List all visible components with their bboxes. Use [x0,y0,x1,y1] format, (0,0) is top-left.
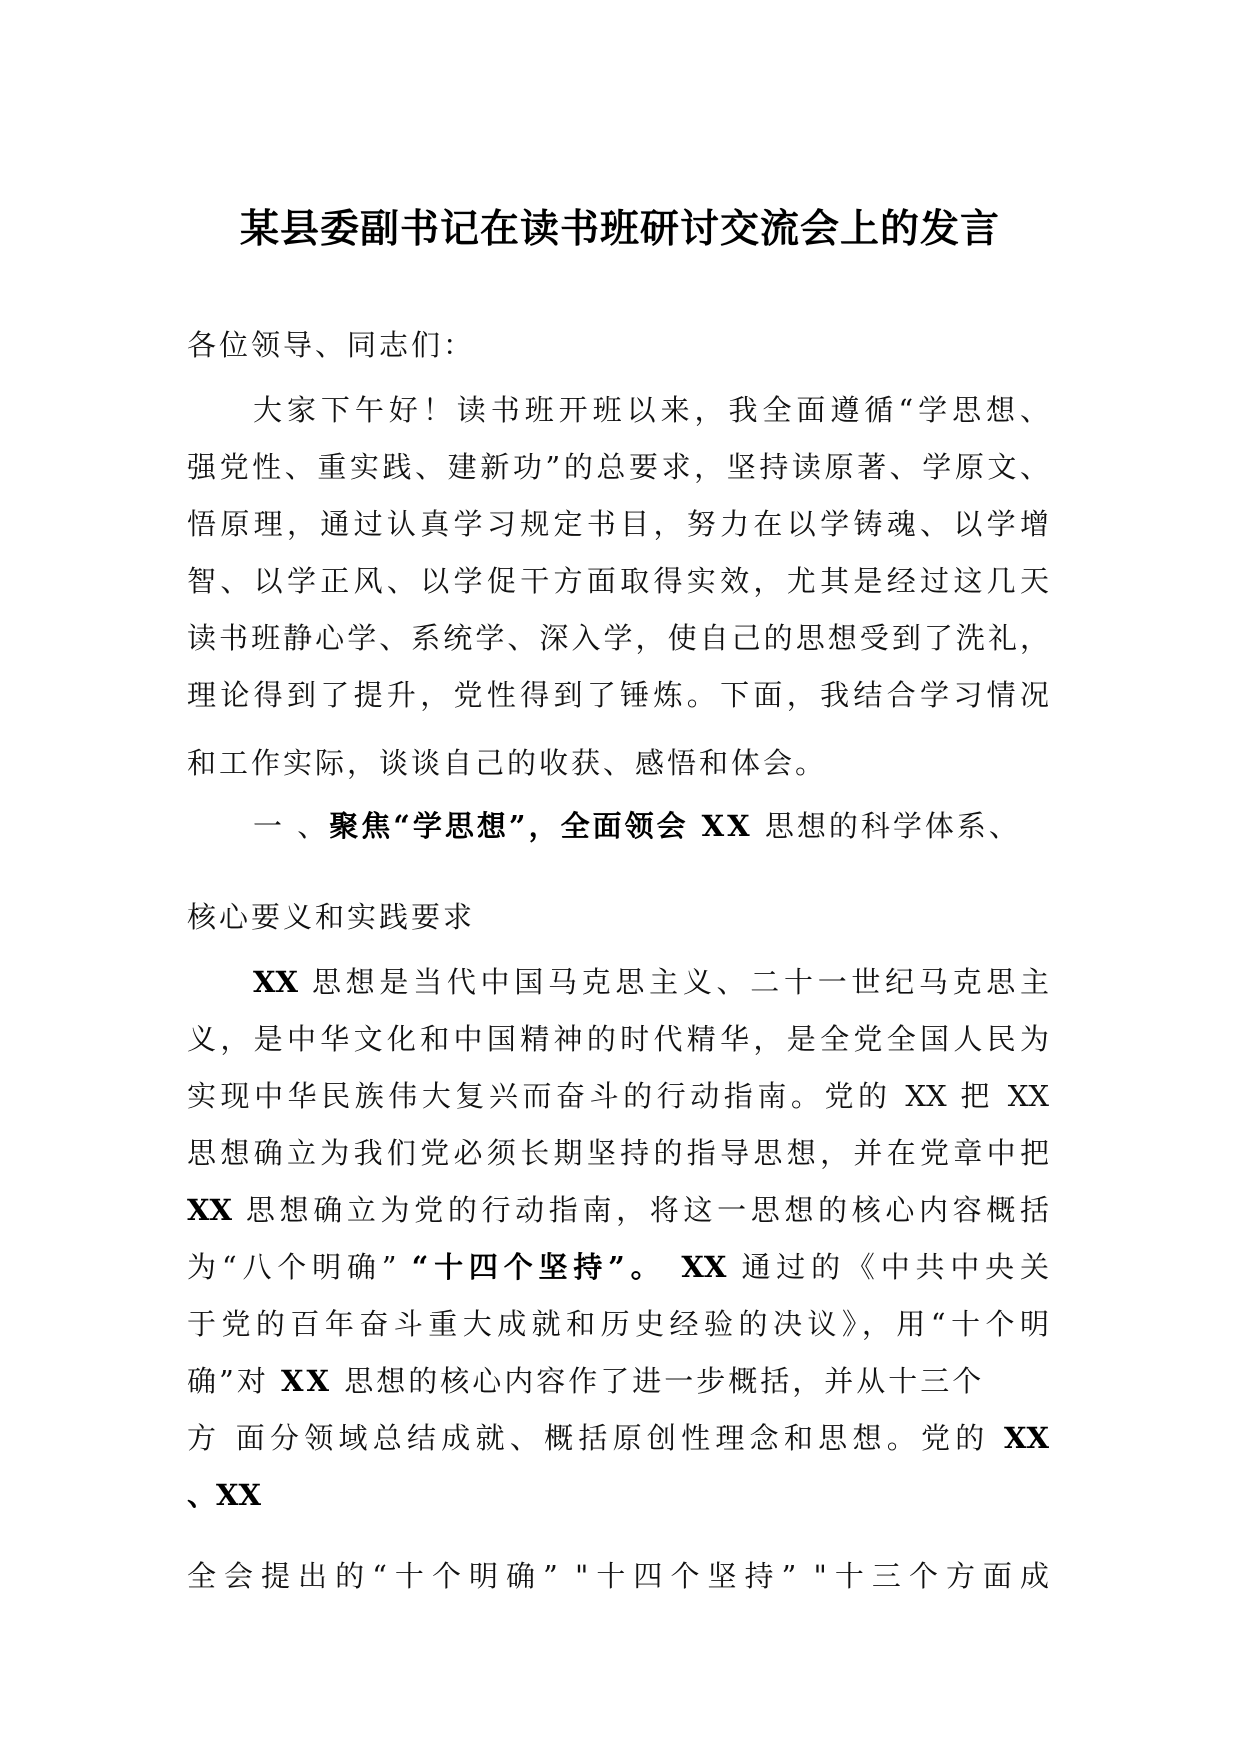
bold-text: XX [253,965,299,999]
paragraph-line: 实现中华民族伟大复兴而奋斗的行动指南。党的 XX 把 XX [187,1079,1049,1113]
paragraph-line [187,1190,1049,1230]
paragraph-line: 理论得到了提升，党性得到了锤炼。下面，我结合学习情况 [187,678,1049,712]
section-heading [253,806,1049,846]
bold-text: 、XX [187,1478,262,1512]
paragraph-line: 读书班静心学、系统学、深入学，使自己的思想受到了洗礼， [187,621,1049,655]
paragraph-line [187,1361,1049,1401]
paragraph-line: 义，是中华文化和中国精神的时代精华，是全党全国人民为 [187,1022,1049,1056]
text: 思想确立为党的行动指南，将这一思想的核心内容概括 [232,1193,1049,1227]
text: 方 面分领域总结成就、概括原创性理念和思想。党的 [187,1421,1004,1455]
salutation: 各位领导、同志们： [187,328,476,362]
text: 思想是当代中国马克思主义、二十一世纪马克思主 [298,965,1049,999]
paragraph-line: 思想确立为我们党必须长期坚持的指导思想，并在党章中把 [187,1136,1049,1170]
paragraph-line: 强党性、重实践、建新功”的总要求，坚持读原著、学原文、 [187,450,1049,484]
paragraph-line [253,962,1049,1002]
paragraph-line [187,1475,1049,1515]
heading-bold-text: 聚焦“学思想”，全面领会 XX [329,809,753,843]
paragraph-line: 智、以学正风、以学促干方面取得实效，尤其是经过这几天 [187,564,1049,598]
paragraph-line [187,1418,1049,1458]
bold-text: XX [187,1193,233,1227]
paragraph-line [187,1247,1049,1287]
bold-text: “十四个坚持”。 XX [411,1250,727,1284]
heading-number: 一 、 [253,809,330,843]
text: 为“八个明确” [187,1250,412,1284]
paragraph-line: 悟原理，通过认真学习规定书目，努力在以学铸魂、以学增 [187,507,1049,541]
paragraph-line: 和工作实际，谈谈自己的收获、感悟和体会。 [187,746,828,780]
section-heading-line2: 核心要义和实践要求 [187,900,476,934]
bold-text: XX [1003,1421,1049,1455]
heading-text: 思想的科学体系、 [752,809,1021,843]
document-title: 某县委副书记在读书班研讨交流会上的发言 [239,207,1000,252]
paragraph-line: 于党的百年奋斗重大成就和历史经验的决议》，用“十个明 [187,1307,1049,1341]
text: 思想的核心内容作了进一步概括，并从十三个 [332,1364,985,1398]
text: 通过的《中共中央关 [726,1250,1049,1284]
text: 确”对 [187,1364,282,1398]
paragraph-line: 全会提出的“十个明确” "十四个坚持” "十三个方面成 [187,1559,1049,1593]
bold-text: XX [281,1364,333,1398]
paragraph-line: 大家下午好！读书班开班以来，我全面遵循“学思想、 [253,393,1049,427]
